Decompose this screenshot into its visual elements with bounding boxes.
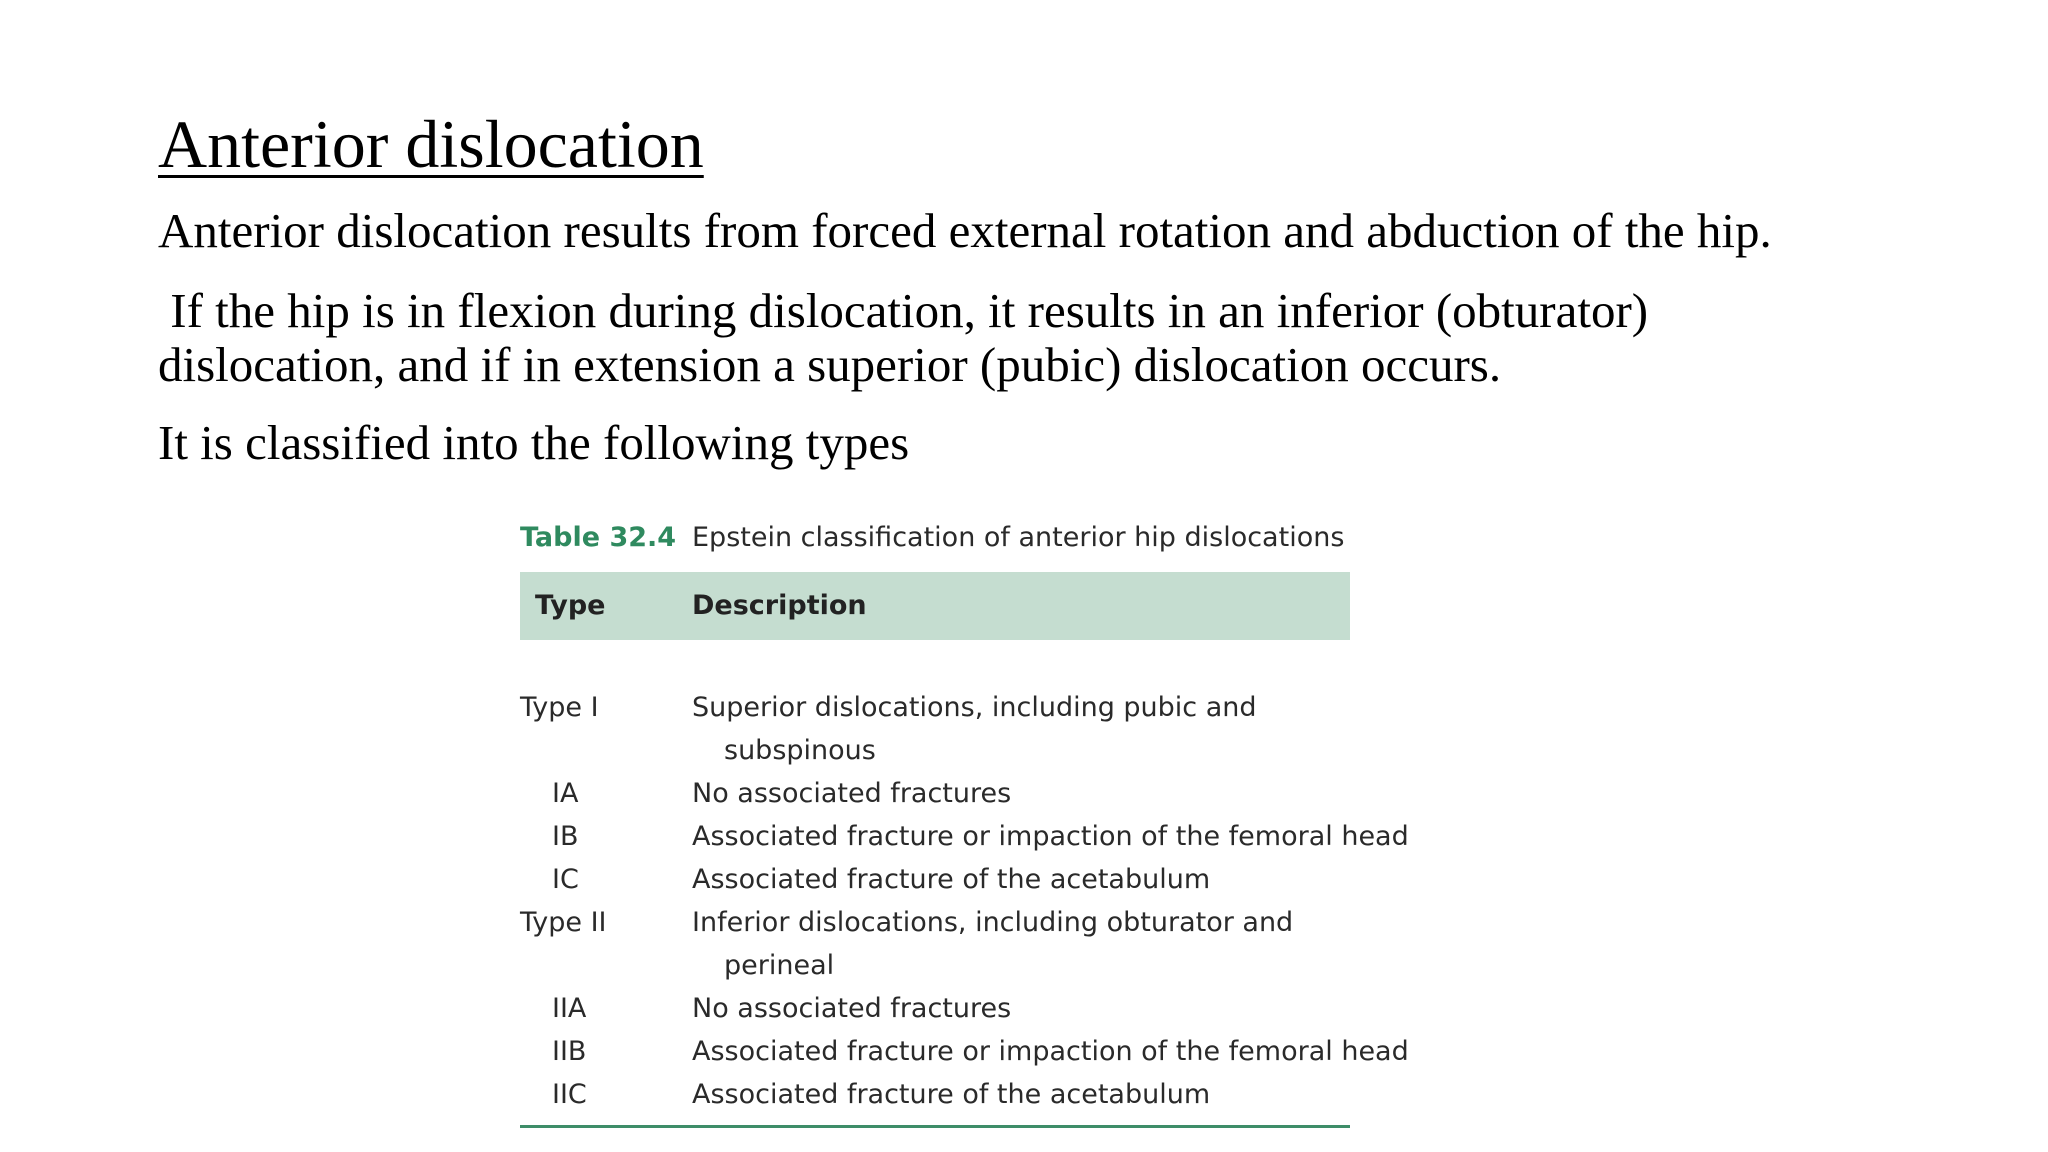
row-type: Type I — [520, 692, 599, 723]
table-row — [520, 1073, 1350, 1116]
table-header — [520, 572, 1350, 640]
table-caption-text: Epstein classification of anterior hip dislocations — [692, 522, 1345, 553]
row-description: No associated fractures — [692, 778, 1012, 809]
table-body — [520, 686, 1409, 1116]
paragraph-flexion-line-2: dislocation, and if in extension a superior (pubic) dislocation occurs. — [158, 337, 1502, 392]
table-row — [520, 987, 1350, 1030]
row-description: Associated fracture of the acetabulum — [692, 864, 1211, 895]
table-caption — [520, 520, 1345, 556]
row-type: IIC — [552, 1079, 587, 1110]
row-type: IA — [552, 778, 579, 809]
row-type: IB — [552, 821, 579, 852]
table-row — [520, 686, 1350, 772]
table-bottom-rule — [520, 1125, 1350, 1128]
row-type: IIA — [552, 993, 587, 1024]
row-description: No associated fractures — [692, 993, 1012, 1024]
table-row — [520, 901, 1350, 987]
row-description: Associated fracture or impaction of the femoral head — [692, 821, 1409, 852]
row-description — [692, 901, 1342, 987]
row-description: Associated fracture or impaction of the femoral head — [692, 1036, 1409, 1067]
row-description-text: Inferior dislocations, including obturator and — [692, 907, 1294, 938]
paragraph-mechanism: Anterior dislocation results from forced external rotation and abduction of the hip. — [158, 203, 1772, 258]
table-row — [520, 858, 1350, 901]
row-description-continuation: perineal — [724, 950, 835, 981]
row-description: Associated fracture of the acetabulum — [692, 1079, 1211, 1110]
table-row — [520, 815, 1409, 858]
row-description — [692, 686, 1342, 772]
row-type: Type II — [520, 907, 607, 938]
table-number: Table 32.4 — [520, 522, 677, 553]
column-header-description: Description — [692, 590, 867, 621]
table-row — [520, 772, 1350, 815]
row-description-continuation: subspinous — [724, 735, 876, 766]
paragraph-classification-intro: It is classified into the following types — [158, 415, 910, 470]
row-type: IIB — [552, 1036, 587, 1067]
slide-title: Anterior dislocation — [158, 106, 704, 182]
paragraph-flexion-line-1: If the hip is in flexion during dislocation, it results in an inferior (obturator) — [158, 283, 1649, 338]
row-type: IC — [552, 864, 579, 895]
table-row — [520, 1030, 1409, 1073]
column-header-type: Type — [535, 590, 606, 621]
row-description-text: Superior dislocations, including pubic and — [692, 692, 1257, 723]
